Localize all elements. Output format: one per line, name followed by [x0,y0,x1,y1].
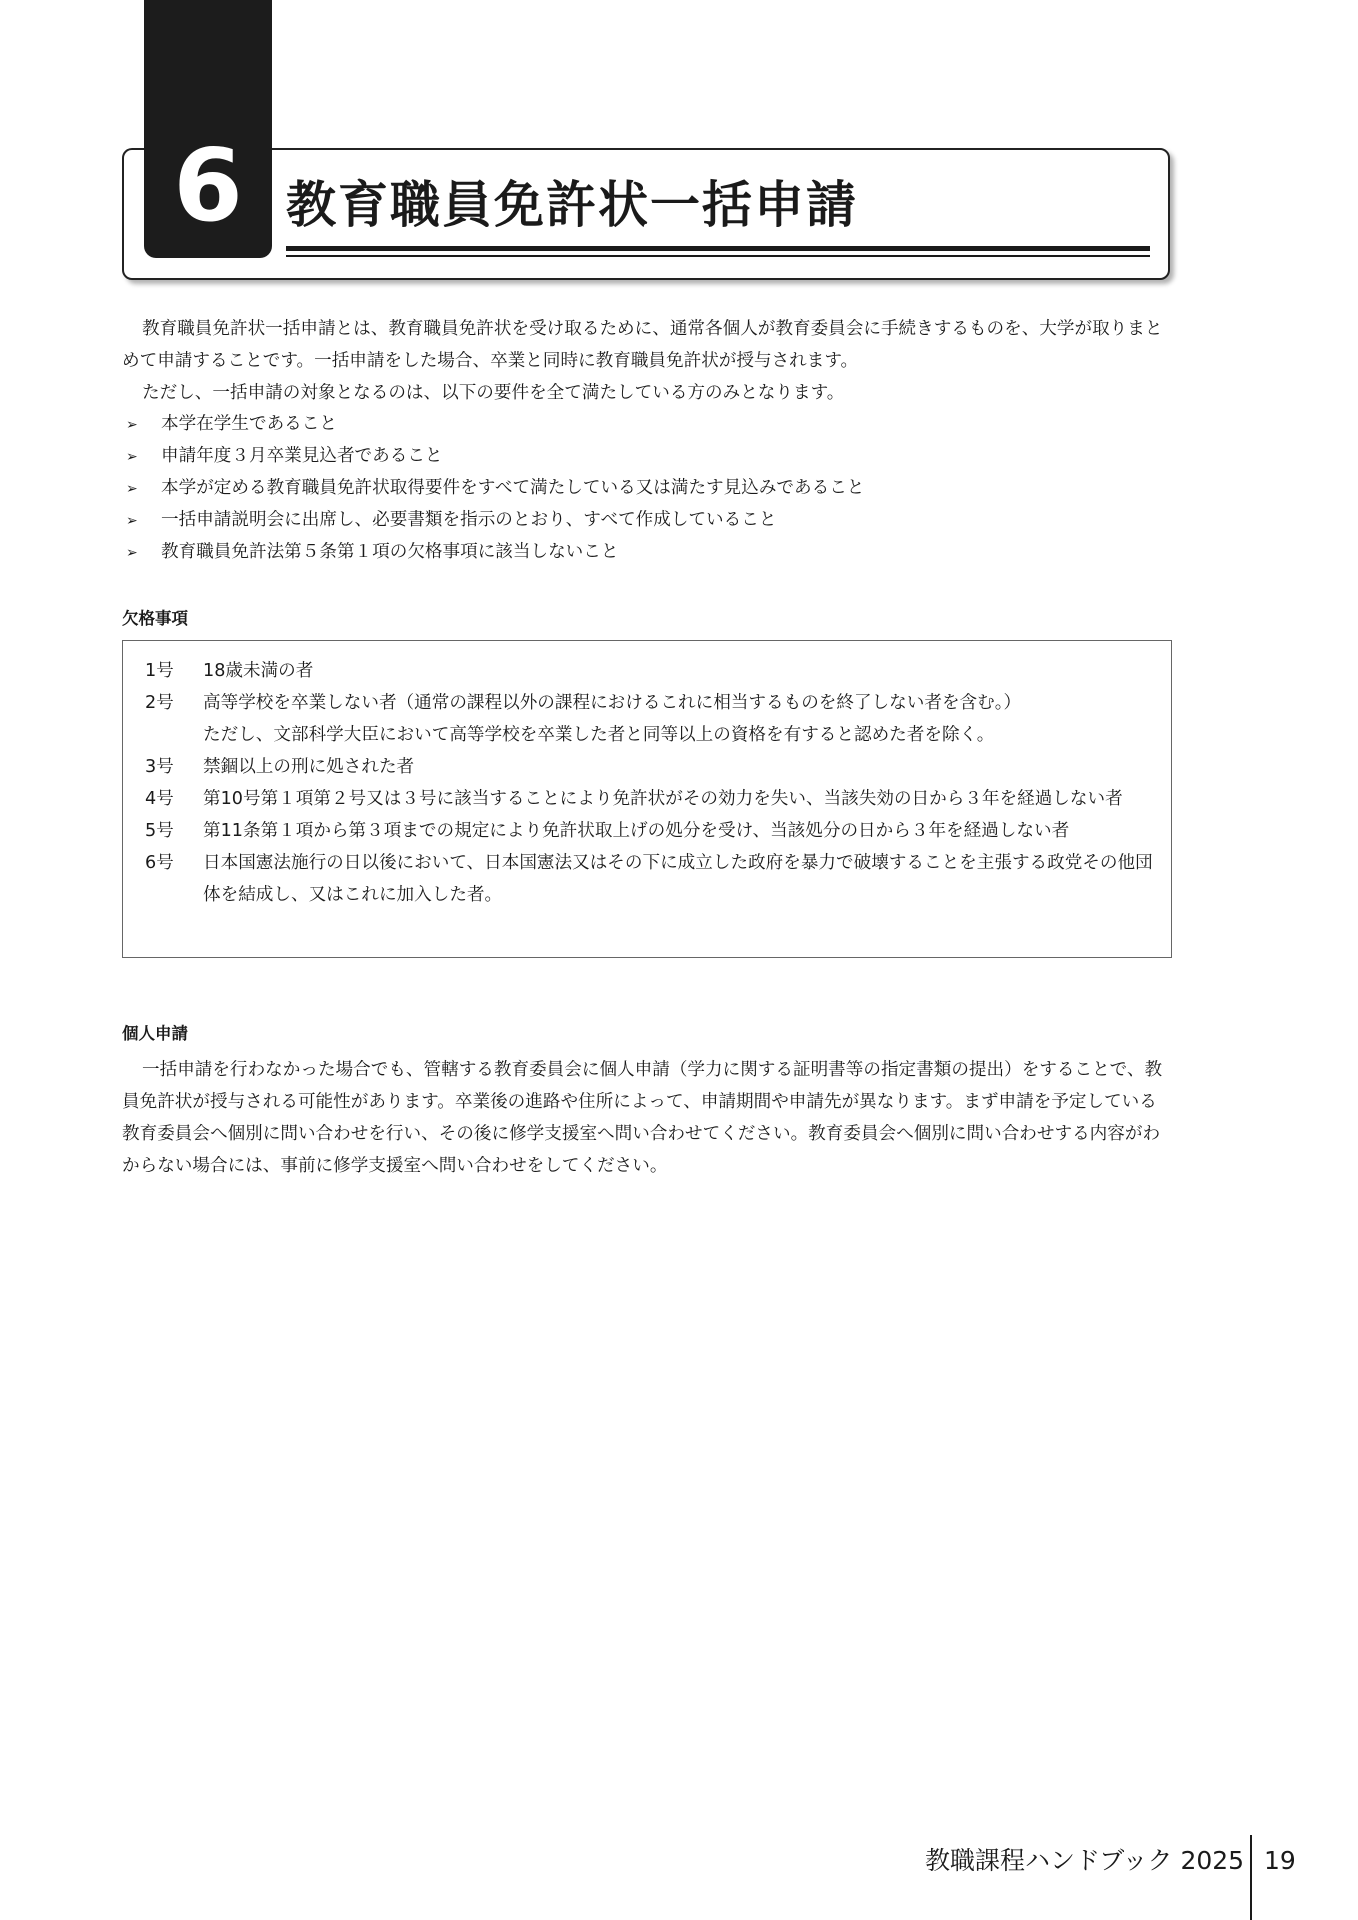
list-item [126,440,864,472]
bullet-arrow-icon: ➢ [126,545,138,561]
list-item [145,815,1155,847]
list-item [145,847,1155,911]
item-number: 5号 [145,821,174,841]
disqualification-heading: 欠格事項 [122,609,188,628]
bullet-arrow-icon: ➢ [126,417,138,433]
intro-condition-paragraph: ただし、一括申請の対象となるのは、以下の要件を全て満たしている方のみとなります。 [142,383,845,403]
bullet-arrow-icon: ➢ [126,449,138,465]
item-text: 18歳未満の者 [203,661,314,681]
individual-paragraph: 一括申請を行わなかった場合でも、管轄する教育委員会に個人申請（学力に関する証明書等の指定書類の提出）をすることで、教員免許状が授与される可能性があります。卒業後の進路や住所によって、申請期間や申請先が異なります。まず申請を予定している教育委員会へ個別に問い合わせを行い、その後に修学支援室へ問い合わせてください。教育委員会へ個別に問い合わせする内容がわからない場合には、事前に修学支援室へ問い合わせをしてください。 [122,1060,1163,1176]
item-number: 1号 [145,661,174,681]
list-item [126,472,864,504]
item-number [145,719,203,751]
list-item [126,408,864,440]
list-item [145,655,1155,687]
footer-divider [1250,1835,1252,1920]
item-text: 日本国憲法施行の日以後において、日本国憲法又はその下に成立した政府を暴力で破壊することを主張する政党その他団体を結成し、又はこれに加入した者。 [203,853,1153,905]
requirements-list [126,408,864,568]
item-text: 禁錮以上の刑に処された者 [203,757,415,777]
item-number: 3号 [145,757,174,777]
requirement-text: 本学が定める教育職員免許状取得要件をすべて満たしている又は満たす見込みであること [161,478,865,498]
chapter-number: 6 [173,127,243,244]
bullet-arrow-icon: ➢ [126,513,138,529]
list-item [145,719,1155,751]
page-number: 19 [1264,1846,1296,1875]
item-text: 第11条第１項から第３項までの規定により免許状取上げの処分を受け、当該処分の日から３年を経過しない者 [203,821,1070,841]
individual-heading: 個人申請 [122,1024,188,1043]
requirement-text: 本学在学生であること [161,414,337,434]
book-title: 教職課程ハンドブック 2025 [925,1846,1245,1875]
item-text: 第10号第１項第２号又は３号に該当することにより免許状がその効力を失い、当該失効の日から３年を経過しない者 [203,789,1123,809]
requirement-text: 一括申請説明会に出席し、必要書類を指示のとおり、すべて作成していること [161,510,777,530]
title-underline-thin [286,255,1150,257]
chapter-title: 教育職員免許状一括申請 [286,176,858,234]
list-item [145,751,1155,783]
item-number: 2号 [145,693,174,713]
bullet-arrow-icon: ➢ [126,481,138,497]
item-number: 4号 [145,789,174,809]
disqualification-box [122,640,1172,958]
title-underline-thick [286,246,1150,251]
requirement-text: 申請年度３月卒業見込者であること [161,446,443,466]
requirement-text: 教育職員免許法第５条第１項の欠格事項に該当しないこと [161,542,619,562]
list-item [145,687,1155,719]
list-item [126,504,864,536]
disqualification-list [145,655,1155,911]
list-item [126,536,864,568]
item-text: ただし、文部科学大臣において高等学校を卒業した者と同等以上の資格を有すると認めた者を除く。 [203,725,995,745]
intro-paragraph: 教育職員免許状一括申請とは、教育職員免許状を受け取るために、通常各個人が教育委員会に手続きするものを、大学が取りまとめて申請することです。一括申請をした場合、卒業と同時に教育職員免許状が授与されます。 [122,319,1163,371]
item-number: 6号 [145,853,174,873]
list-item [145,783,1155,815]
item-text: 高等学校を卒業しない者（通常の課程以外の課程におけるこれに相当するものを終了しない者を含む。） [203,693,1022,713]
